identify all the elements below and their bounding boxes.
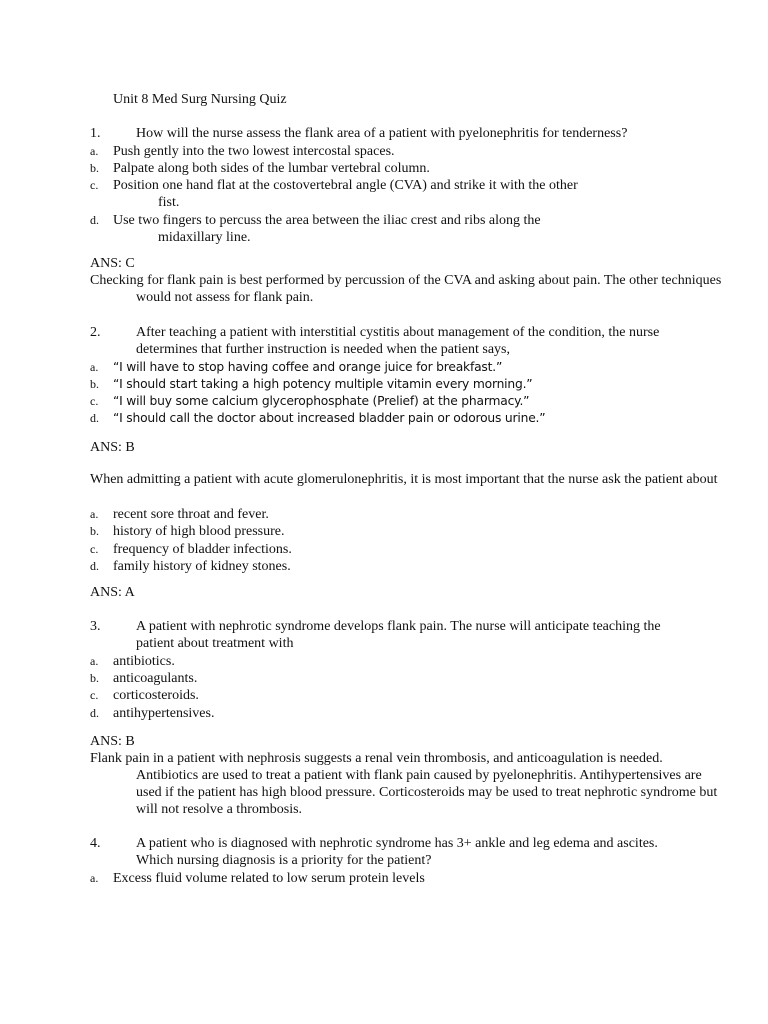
q3-option-d-letter: d. xyxy=(90,706,99,720)
q3-option-a: antibiotics. xyxy=(113,654,175,669)
question-1-text: How will the nurse assess the flank area of a patient with pyelonephritis for tenderness? xyxy=(136,126,628,141)
question-4-number: 4. xyxy=(90,836,101,851)
q3-rationale: Flank pain in a patient with nephrosis suggests a renal vein thrombosis, and anticoagulation is needed. Antibiotics are used to treat a patient with flank pain caused by pyelonephritis. Antihypertensives are used if the patient has high blood pressure. Corticosteroids may be used to treat nephrotic syndrome but will not resolve a thrombosis. xyxy=(90,751,718,817)
q1-option-b-letter: b. xyxy=(90,161,99,175)
q1-option-c-line1: Position one hand flat at the costovertebral angle (CVA) and strike it with the other xyxy=(113,178,578,193)
question-3-text: A patient with nephrotic syndrome develops flank pain. The nurse will anticipate teaching the patient about treatment with xyxy=(136,619,661,651)
qu-option-c: frequency of bladder infections. xyxy=(113,542,292,557)
q1-rationale: Checking for flank pain is best performed by percussion of the CVA and asking about pain. The other techniques would not assess for flank pain. xyxy=(90,273,722,305)
qu-option-d: family history of kidney stones. xyxy=(113,559,291,574)
q1-answer: ANS: C xyxy=(90,256,135,271)
q4-option-a-letter: a. xyxy=(90,871,99,885)
q1-option-d-letter: d. xyxy=(90,213,99,227)
q1-option-d xyxy=(113,212,673,246)
qu-option-d-letter: d. xyxy=(90,559,99,573)
question-4-text: A patient who is diagnosed with nephrotic syndrome has 3+ ankle and leg edema and ascites. Which nursing diagnosis is a priority for the patient? xyxy=(136,836,658,868)
q3-option-b-letter: b. xyxy=(90,671,99,685)
q1-option-a: Push gently into the two lowest intercostal spaces. xyxy=(113,144,395,159)
q3-option-c: corticosteroids. xyxy=(113,688,199,703)
question-2-number: 2. xyxy=(90,325,101,340)
question-3-number: 3. xyxy=(90,619,101,634)
question-unnumbered-text: When admitting a patient with acute glomerulonephritis, it is most important that the nurse ask the patient about xyxy=(90,472,718,487)
q3-answer: ANS: B xyxy=(90,734,135,749)
q2-option-d-letter: d. xyxy=(90,411,99,425)
q1-option-d-line1: Use two fingers to percuss the area between the iliac crest and ribs along the xyxy=(113,213,541,228)
qu-option-a-letter: a. xyxy=(90,507,99,521)
q3-option-a-letter: a. xyxy=(90,654,99,668)
q3-option-c-letter: c. xyxy=(90,688,99,702)
qu-option-b-letter: b. xyxy=(90,524,99,538)
q2-answer: ANS: B xyxy=(90,440,135,455)
q1-option-a-letter: a. xyxy=(90,144,99,158)
q2-option-b: “I should start taking a high potency multiple vitamin every morning.” xyxy=(113,377,533,391)
q2-option-a: “I will have to stop having coffee and orange juice for breakfast.” xyxy=(113,360,503,374)
q4-option-a: Excess fluid volume related to low serum protein levels xyxy=(113,871,425,886)
q3-option-d: antihypertensives. xyxy=(113,706,215,721)
question-2-text: After teaching a patient with interstitial cystitis about management of the condition, the nurse determines that further instruction is needed when the patient says, xyxy=(136,325,660,357)
qu-option-c-letter: c. xyxy=(90,542,99,556)
q2-option-d: “I should call the doctor about increased bladder pain or odorous urine.” xyxy=(113,411,546,425)
q3-option-b: anticoagulants. xyxy=(113,671,198,686)
q1-option-b: Palpate along both sides of the lumbar vertebral column. xyxy=(113,161,430,176)
qu-option-b: history of high blood pressure. xyxy=(113,524,285,539)
document-title: Unit 8 Med Surg Nursing Quiz xyxy=(113,92,287,107)
question-1-number: 1. xyxy=(90,126,101,141)
q2-option-a-letter: a. xyxy=(90,360,99,374)
q1-option-c-line2: fist. xyxy=(158,195,180,210)
q1-option-d-line2: midaxillary line. xyxy=(158,230,251,245)
q1-option-c xyxy=(113,177,673,211)
qu-answer: ANS: A xyxy=(90,585,135,600)
q2-option-b-letter: b. xyxy=(90,377,99,391)
q2-option-c: “I will buy some calcium glycerophosphate (Prelief) at the pharmacy.” xyxy=(113,394,530,408)
q2-option-c-letter: c. xyxy=(90,394,99,408)
q1-option-c-letter: c. xyxy=(90,178,99,192)
qu-option-a: recent sore throat and fever. xyxy=(113,507,269,522)
